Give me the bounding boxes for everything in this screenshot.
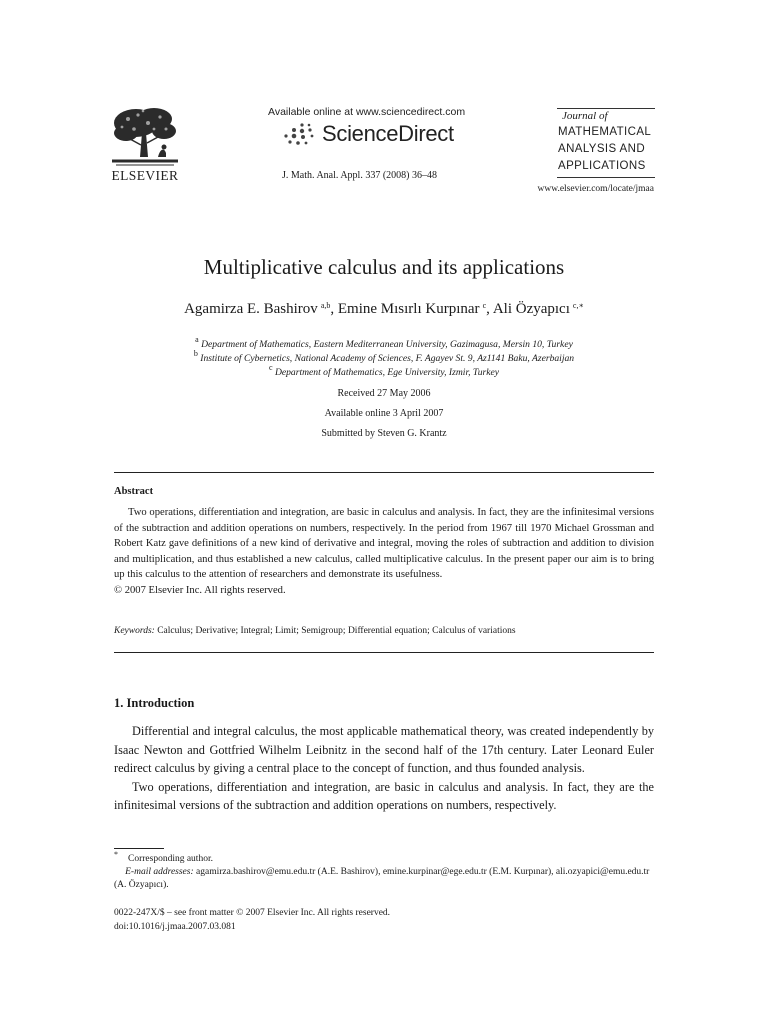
abstract-text: Two operations, differentiation and integration, are basic in calculus and analysis. In fact, they are the infinitesimal versions of the subtraction and addition operations on numbers, respectively. In the period from 1967 till 1970 Michael Grossman and Robert Katz gave definitions of a new kind of derivative and integral, moving the roles of subtraction and addition to division and multiplication, and thus established a new calculus, called multiplicative calculus. In the present paper our aim is to bring up this calculus to the attention of researchers and demonstrate its usefulness. (114, 507, 654, 580)
journal-title-line: ANALYSIS AND (558, 143, 646, 155)
author-name: Emine Mısırlı Kurpınar (337, 301, 480, 317)
author-affiliation-marks: c,∗ (572, 301, 584, 311)
introduction-paragraph: Two operations, differentiation and integration, are basic in calculus and analysis. In fact, they are the infinitesimal versions of the subtraction and addition operations on numbers, respectively. (114, 779, 654, 812)
journal-reference: J. Math. Anal. Appl. 337 (2008) 36–48 (282, 170, 437, 181)
affiliation-text: Institute of Cybernetics, National Academy of Sciences, F. Agayev St. 9, Az1141 Baku, Azerbaijan (200, 353, 575, 364)
keywords-label: Keywords: (114, 626, 155, 636)
journal-title-line: MATHEMATICAL (558, 126, 652, 138)
author-name: Ali Özyapıcı (492, 301, 570, 317)
journal-of-text: Journal of (562, 110, 608, 122)
email-label: E-mail addresses: (125, 867, 194, 878)
abstract-top-rule (114, 472, 654, 473)
affiliation (0, 335, 768, 350)
keywords-list: Calculus; Derivative; Integral; Limit; Semigroup; Differential equation; Calculus of variations (154, 626, 516, 636)
introduction-paragraph: Differential and integral calculus, the most applicable mathematical theory, was created independently by Isaac Newton and Gottfried Wilhelm Leibnitz in the second half of the 17th century. Later Leonard Euler redirect calculus by giving a central place to the concept of function, and thus founded analysis. (114, 724, 654, 775)
sciencedirect-logo-text: ScienceDirect (322, 121, 454, 146)
author-affiliation-marks: c (482, 301, 487, 311)
email-addresses: agamirza.bashirov@emu.edu.tr (A.E. Bashirov), emine.kurpinar@ege.edu.tr (E.M. Kurpınar), ali.ozyapici@emu.edu.tr (A. Özyapıcı). (114, 867, 650, 891)
affiliation-text: Department of Mathematics, Eastern Mediterranean University, Gazimagusa, Mersin 10, Turkey (201, 339, 573, 350)
doi-link[interactable]: doi:10.1016/j.jmaa.2007.03.081 (114, 922, 236, 932)
publisher-name: ELSEVIER (111, 168, 179, 183)
affiliation-mark: b (193, 349, 198, 359)
introduction-body (114, 722, 654, 815)
available-online-date: Available online 3 April 2007 (324, 408, 444, 419)
author-list (0, 301, 768, 318)
footnote-emails (114, 866, 654, 892)
affiliation-mark: c (268, 363, 273, 373)
footnote-rule (114, 848, 164, 849)
author-name: Agamirza E. Bashirov (184, 301, 318, 317)
abstract-bottom-rule (114, 652, 654, 653)
footnote-corresponding-text: Corresponding author. (128, 854, 213, 864)
journal-title-line: APPLICATIONS (558, 160, 646, 172)
elsevier-tree-logo (108, 105, 182, 167)
section-heading-introduction: 1. Introduction (114, 696, 195, 710)
received-date: Received 27 May 2006 (337, 388, 431, 399)
submitted-by: Submitted by Steven G. Krantz (321, 428, 447, 439)
footnotes (114, 850, 654, 893)
journal-url-link[interactable]: www.elsevier.com/locate/jmaa (537, 184, 654, 194)
author-separator: , (486, 301, 493, 317)
affiliation (0, 363, 768, 378)
affiliation (0, 349, 768, 364)
affiliation-text: Department of Mathematics, Ege University, Izmir, Turkey (274, 367, 500, 378)
sciencedirect-available-text: Available online at www.sciencedirect.com (268, 106, 466, 118)
abstract-body (114, 505, 654, 598)
sciencedirect-dots-icon (280, 122, 320, 148)
author-affiliation-marks: a,b (320, 301, 331, 311)
footnote-corresponding: * Corresponding author. (114, 850, 213, 864)
abstract-copyright: © 2007 Elsevier Inc. All rights reserved. (114, 584, 286, 596)
keywords (114, 626, 654, 636)
issn-copyright-line: 0022-247X/$ – see front matter © 2007 Elsevier Inc. All rights reserved. (114, 908, 391, 918)
author-separator: , (330, 301, 338, 317)
paper-title: Multiplicative calculus and its applications (203, 255, 565, 279)
affiliation-mark: a (195, 335, 199, 345)
abstract-heading: Abstract (114, 486, 154, 497)
